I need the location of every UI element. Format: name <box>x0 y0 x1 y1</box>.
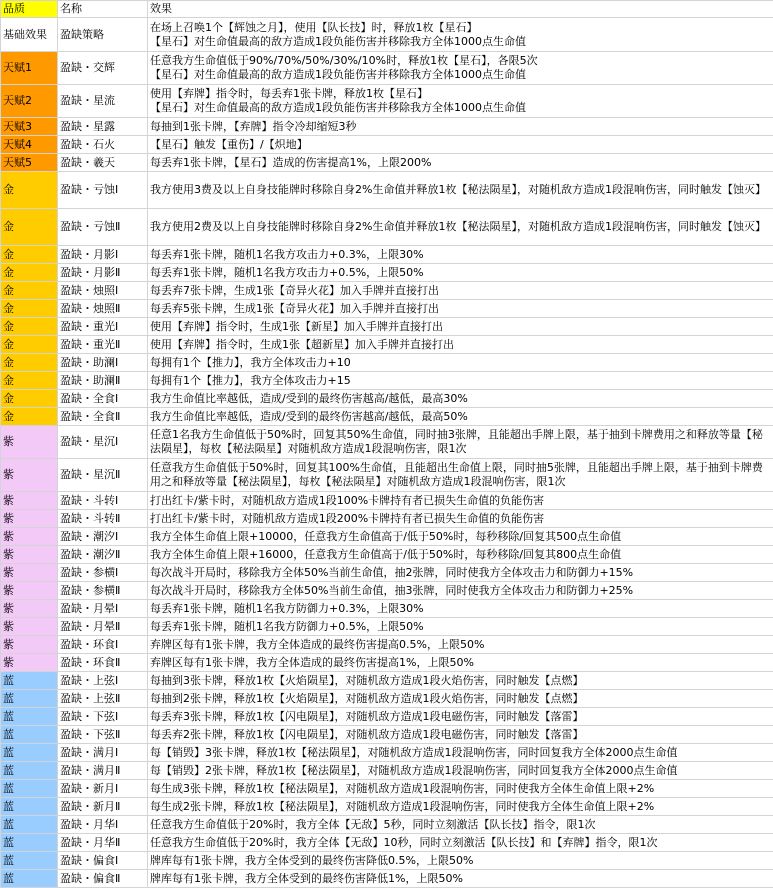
table-row <box>1 510 773 528</box>
effect-cell[interactable]: 在场上召唤1个【辉蚀之月】，使用【队长技】时，释放1枚【星石】 【星石】对生命值最高的敌方造成1段负能伤害并移除我方全体1000点生命值 <box>148 18 773 52</box>
name-cell[interactable]: 盈缺・月影Ⅱ <box>58 264 148 282</box>
name-cell[interactable]: 盈缺・助澜Ⅱ <box>58 372 148 390</box>
name-cell[interactable]: 盈缺・月晕Ⅰ <box>58 600 148 618</box>
quality-cell[interactable]: 金 <box>1 300 58 318</box>
table-row <box>1 246 773 264</box>
effect-cell[interactable]: 每丢弃5张卡牌，生成1张【奇异火花】加入手牌并直接打出 <box>148 300 773 318</box>
table-row <box>1 798 773 816</box>
table-row <box>1 546 773 564</box>
quality-cell[interactable]: 蓝 <box>1 762 58 780</box>
name-cell[interactable]: 盈缺・潮汐Ⅱ <box>58 546 148 564</box>
quality-cell[interactable]: 蓝 <box>1 744 58 762</box>
quality-cell[interactable]: 紫 <box>1 492 58 510</box>
table-row <box>1 459 773 492</box>
effect-cell[interactable]: 每抽到3张卡牌，释放1枚【火焰陨星】，对随机敌方造成1段火焰伤害，同时触发【点燃】 <box>148 672 773 690</box>
table-row <box>1 85 773 118</box>
quality-cell[interactable]: 蓝 <box>1 672 58 690</box>
quality-cell[interactable]: 紫 <box>1 546 58 564</box>
table-row <box>1 564 773 582</box>
table-row <box>1 852 773 870</box>
quality-cell[interactable]: 基础效果 <box>1 18 58 52</box>
table-row <box>1 354 773 372</box>
table-row <box>1 209 773 246</box>
effect-cell[interactable]: 任意我方生命值低于20%时，我方全体【无敌】5秒，同时立刻激活【队长技】指令，限1次 <box>148 816 773 834</box>
quality-cell[interactable]: 金 <box>1 336 58 354</box>
table-row <box>1 636 773 654</box>
effect-cell[interactable]: 我方使用3费及以上自身技能牌时移除自身2%生命值并释放1枚【秘法陨星】，对随机敌方造成1段混响伤害，同时触发【蚀灭】 <box>148 172 773 209</box>
quality-cell[interactable]: 天赋2 <box>1 85 58 118</box>
name-cell[interactable]: 盈缺・下弦Ⅰ <box>58 708 148 726</box>
quality-cell[interactable]: 紫 <box>1 582 58 600</box>
quality-cell[interactable]: 金 <box>1 209 58 246</box>
effect-cell[interactable]: 每丢弃1张卡牌，随机1名我方防御力+0.5%，上限50% <box>148 618 773 636</box>
quality-cell[interactable]: 紫 <box>1 426 58 459</box>
table-row <box>1 492 773 510</box>
effect-cell[interactable]: 每丢弃1张卡牌，随机1名我方攻击力+0.5%，上限50% <box>148 264 773 282</box>
header-name[interactable]: 名称 <box>58 1 148 18</box>
effect-cell[interactable]: 每丢弃1张卡牌，随机1名我方防御力+0.3%，上限30% <box>148 600 773 618</box>
table-row <box>1 744 773 762</box>
effect-cell[interactable]: 任意我方生命值低于50%时，回复其100%生命值，且能超出生命值上限，同时抽5张牌，且能超出手牌上限，基于抽到卡牌费用之和释放等量【秘法陨星】，每枚【秘法陨星】对随机敌方造成1段混响伤害，限1次 <box>148 459 773 492</box>
name-cell[interactable]: 盈缺・星流 <box>58 85 148 118</box>
table-row <box>1 528 773 546</box>
quality-cell[interactable]: 紫 <box>1 510 58 528</box>
name-cell[interactable]: 盈缺・环食Ⅰ <box>58 636 148 654</box>
quality-cell[interactable]: 金 <box>1 264 58 282</box>
effect-cell[interactable]: 每丢弃7张卡牌，生成1张【奇异火花】加入手牌并直接打出 <box>148 282 773 300</box>
effect-cell[interactable]: 任意我方生命值低于90%/70%/50%/30%/10%时，释放1枚【星石】，各限5次 【星石】对生命值最高的敌方造成1段负能伤害并移除我方全体1000点生命值 <box>148 52 773 85</box>
name-cell[interactable]: 盈缺・潮汐Ⅰ <box>58 528 148 546</box>
name-cell[interactable]: 盈缺・偏食Ⅱ <box>58 870 148 888</box>
effect-cell[interactable]: 使用【弃牌】指令时，生成1张【新星】加入手牌并直接打出 <box>148 318 773 336</box>
effect-cell[interactable]: 每抽到1张卡牌，【弃牌】指令冷却缩短3秒 <box>148 118 773 136</box>
name-cell[interactable]: 盈缺・满月Ⅰ <box>58 744 148 762</box>
effect-cell[interactable]: 每次战斗开局时，移除我方全体50%当前生命值，抽3张牌，同时使我方全体攻击力和防御力+25% <box>148 582 773 600</box>
name-cell[interactable]: 盈缺・月影Ⅰ <box>58 246 148 264</box>
quality-cell[interactable]: 紫 <box>1 564 58 582</box>
header-quality[interactable]: 品质 <box>1 1 58 18</box>
table-row <box>1 52 773 85</box>
table-row <box>1 762 773 780</box>
quality-cell[interactable]: 天赋4 <box>1 136 58 154</box>
name-cell[interactable]: 盈缺・全食Ⅱ <box>58 408 148 426</box>
quality-cell[interactable]: 蓝 <box>1 690 58 708</box>
quality-cell[interactable]: 紫 <box>1 528 58 546</box>
quality-cell[interactable]: 蓝 <box>1 834 58 852</box>
name-cell[interactable]: 盈缺・烛照Ⅱ <box>58 300 148 318</box>
quality-cell[interactable]: 金 <box>1 172 58 209</box>
effect-cell[interactable]: 使用【弃牌】指令时，生成1张【超新星】加入手牌并直接打出 <box>148 336 773 354</box>
quality-cell[interactable]: 天赋3 <box>1 118 58 136</box>
name-cell[interactable]: 盈缺・月华Ⅱ <box>58 834 148 852</box>
table-row <box>1 282 773 300</box>
table-row <box>1 834 773 852</box>
quality-cell[interactable]: 金 <box>1 390 58 408</box>
effect-cell[interactable]: 每丢弃2张卡牌，释放1枚【闪电陨星】，对随机敌方造成1段电磁伤害，同时触发【落雷】 <box>148 726 773 744</box>
quality-cell[interactable]: 紫 <box>1 618 58 636</box>
effect-cell[interactable]: 每丢弃3张卡牌，释放1枚【闪电陨星】，对随机敌方造成1段电磁伤害，同时触发【落雷】 <box>148 708 773 726</box>
effect-cell[interactable]: 我方生命值比率越低，造成/受到的最终伤害越高/越低，最高50% <box>148 408 773 426</box>
quality-cell[interactable]: 蓝 <box>1 726 58 744</box>
table-row <box>1 426 773 459</box>
name-cell[interactable]: 盈缺・斗转Ⅰ <box>58 492 148 510</box>
effect-cell[interactable]: 每【销毁】3张卡牌，释放1枚【秘法陨星】，对随机敌方造成1段混响伤害，同时回复我方全体2000点生命值 <box>148 744 773 762</box>
table-row <box>1 870 773 888</box>
quality-cell[interactable]: 蓝 <box>1 870 58 888</box>
quality-cell[interactable]: 紫 <box>1 636 58 654</box>
effect-cell[interactable]: 我方生命值比率越低，造成/受到的最终伤害越高/越低，最高30% <box>148 390 773 408</box>
name-cell[interactable]: 盈缺・偏食Ⅰ <box>58 852 148 870</box>
name-cell[interactable]: 盈缺・烛照Ⅰ <box>58 282 148 300</box>
header-row <box>1 1 773 18</box>
name-cell[interactable]: 盈缺・新月Ⅰ <box>58 780 148 798</box>
table-body <box>1 1 773 888</box>
table-row <box>1 672 773 690</box>
effect-cell[interactable]: 每丢弃1张卡牌，【星石】造成的伤害提高1%，上限200% <box>148 154 773 172</box>
effect-cell[interactable]: 牌库每有1张卡牌，我方全体受到的最终伤害降低0.5%，上限50% <box>148 852 773 870</box>
quality-cell[interactable]: 金 <box>1 372 58 390</box>
table-row <box>1 708 773 726</box>
effect-cell[interactable]: 每拥有1个【推力】，我方全体攻击力+10 <box>148 354 773 372</box>
name-cell[interactable]: 盈缺・新月Ⅱ <box>58 798 148 816</box>
effect-cell[interactable]: 任意1名我方生命值低于50%时，回复其50%生命值，同时抽3张牌，且能超出手牌上限，基于抽到卡牌费用之和释放等量【秘法陨星】，每枚【秘法陨星】对随机敌方造成1段混响伤害，限1次 <box>148 426 773 459</box>
effect-cell[interactable]: 每生成2张卡牌，释放1枚【秘法陨星】，对随机敌方造成1段混响伤害，同时使我方全体生命值上限+2% <box>148 798 773 816</box>
effect-cell[interactable]: 打出红卡/紫卡时，对随机敌方造成1段100%卡牌持有者已损失生命值的负能伤害 <box>148 492 773 510</box>
table-row <box>1 654 773 672</box>
quality-cell[interactable]: 蓝 <box>1 816 58 834</box>
table-row <box>1 618 773 636</box>
name-cell[interactable]: 盈缺・全食Ⅰ <box>58 390 148 408</box>
name-cell[interactable]: 盈缺・星露 <box>58 118 148 136</box>
name-cell[interactable]: 盈缺・环食Ⅱ <box>58 654 148 672</box>
effect-cell[interactable]: 每生成3张卡牌，释放1枚【秘法陨星】，对随机敌方造成1段混响伤害，同时使我方全体生命值上限+2% <box>148 780 773 798</box>
table-row <box>1 318 773 336</box>
name-cell[interactable]: 盈缺・重光Ⅰ <box>58 318 148 336</box>
effect-cell[interactable]: 我方使用2费及以上自身技能牌时移除自身2%生命值并释放1枚【秘法陨星】，对随机敌方造成1段混响伤害，同时触发【蚀灭】 <box>148 209 773 246</box>
quality-cell[interactable]: 蓝 <box>1 708 58 726</box>
effect-cell[interactable]: 每抽到2张卡牌，释放1枚【火焰陨星】，对随机敌方造成1段火焰伤害，同时触发【点燃】 <box>148 690 773 708</box>
table-row <box>1 582 773 600</box>
effect-cell[interactable]: 牌库每有1张卡牌，我方全体受到的最终伤害降低1%，上限50% <box>148 870 773 888</box>
name-cell[interactable]: 盈缺・交辉 <box>58 52 148 85</box>
quality-cell[interactable]: 紫 <box>1 600 58 618</box>
effect-cell[interactable]: 弃牌区每有1张卡牌，我方全体造成的最终伤害提高0.5%，上限50% <box>148 636 773 654</box>
table-row <box>1 172 773 209</box>
table-row <box>1 300 773 318</box>
table-row <box>1 600 773 618</box>
quality-cell[interactable]: 天赋1 <box>1 52 58 85</box>
quality-cell[interactable]: 紫 <box>1 459 58 492</box>
name-cell[interactable]: 盈缺・参横Ⅱ <box>58 582 148 600</box>
table-row <box>1 408 773 426</box>
name-cell[interactable]: 盈缺・星沉Ⅰ <box>58 426 148 459</box>
table-row <box>1 154 773 172</box>
effect-cell[interactable]: 每拥有1个【推力】，我方全体攻击力+15 <box>148 372 773 390</box>
effect-cell[interactable]: 我方全体生命值上限+10000，任意我方生命值高于/低于50%时，每秒移除/回复其500点生命值 <box>148 528 773 546</box>
table-row <box>1 18 773 52</box>
quality-cell[interactable]: 蓝 <box>1 798 58 816</box>
table-row <box>1 816 773 834</box>
name-cell[interactable]: 盈缺・亏蚀Ⅰ <box>58 172 148 209</box>
effect-cell[interactable]: 我方全体生命值上限+16000，任意我方生命值高于/低于50%时，每秒移除/回复其800点生命值 <box>148 546 773 564</box>
effect-cell[interactable]: 每次战斗开局时，移除我方全体50%当前生命值，抽2张牌，同时使我方全体攻击力和防御力+15% <box>148 564 773 582</box>
name-cell[interactable]: 盈缺・上弦Ⅱ <box>58 690 148 708</box>
name-cell[interactable]: 盈缺・月华Ⅰ <box>58 816 148 834</box>
quality-cell[interactable]: 金 <box>1 282 58 300</box>
name-cell[interactable]: 盈缺・斗转Ⅱ <box>58 510 148 528</box>
table-row <box>1 780 773 798</box>
effect-cell[interactable]: 任意我方生命值低于20%时，我方全体【无敌】10秒，同时立刻激活【队长技】和【弃牌】指令，限1次 <box>148 834 773 852</box>
table-row <box>1 690 773 708</box>
name-cell[interactable]: 盈缺・满月Ⅱ <box>58 762 148 780</box>
name-cell[interactable]: 盈缺・羲天 <box>58 154 148 172</box>
effect-cell[interactable]: 打出红卡/紫卡时，对随机敌方造成1段200%卡牌持有者已损失生命值的负能伤害 <box>148 510 773 528</box>
table-row <box>1 372 773 390</box>
table-row <box>1 726 773 744</box>
quality-cell[interactable]: 金 <box>1 318 58 336</box>
table-row <box>1 118 773 136</box>
table-row <box>1 336 773 354</box>
effect-cell[interactable]: 弃牌区每有1张卡牌，我方全体造成的最终伤害提高1%，上限50% <box>148 654 773 672</box>
effect-cell[interactable]: 每【销毁】2张卡牌，释放1枚【秘法陨星】，对随机敌方造成1段混响伤害，同时回复我方全体2000点生命值 <box>148 762 773 780</box>
quality-cell[interactable]: 金 <box>1 408 58 426</box>
name-cell[interactable]: 盈缺・参横Ⅰ <box>58 564 148 582</box>
name-cell[interactable]: 盈缺・月晕Ⅱ <box>58 618 148 636</box>
quality-cell[interactable]: 蓝 <box>1 780 58 798</box>
name-cell[interactable]: 盈缺・上弦Ⅰ <box>58 672 148 690</box>
quality-cell[interactable]: 金 <box>1 246 58 264</box>
name-cell[interactable]: 盈缺・石火 <box>58 136 148 154</box>
effect-cell[interactable]: 每丢弃1张卡牌，随机1名我方攻击力+0.3%，上限30% <box>148 246 773 264</box>
name-cell[interactable]: 盈缺策略 <box>58 18 148 52</box>
quality-cell[interactable]: 金 <box>1 354 58 372</box>
quality-cell[interactable]: 蓝 <box>1 852 58 870</box>
name-cell[interactable]: 盈缺・星沉Ⅱ <box>58 459 148 492</box>
name-cell[interactable]: 盈缺・下弦Ⅱ <box>58 726 148 744</box>
quality-cell[interactable]: 天赋5 <box>1 154 58 172</box>
effect-cell[interactable]: 【星石】触发【重伤】/【炽地】 <box>148 136 773 154</box>
name-cell[interactable]: 盈缺・助澜Ⅰ <box>58 354 148 372</box>
effect-cell[interactable]: 使用【弃牌】指令时，每丢弃1张卡牌，释放1枚【星石】 【星石】对生命值最高的敌方造成1段负能伤害并移除我方全体1000点生命值 <box>148 85 773 118</box>
table-row <box>1 390 773 408</box>
table-row <box>1 136 773 154</box>
name-cell[interactable]: 盈缺・重光Ⅱ <box>58 336 148 354</box>
table-row <box>1 264 773 282</box>
quality-cell[interactable]: 紫 <box>1 654 58 672</box>
header-effect[interactable]: 效果 <box>148 1 773 18</box>
name-cell[interactable]: 盈缺・亏蚀Ⅱ <box>58 209 148 246</box>
